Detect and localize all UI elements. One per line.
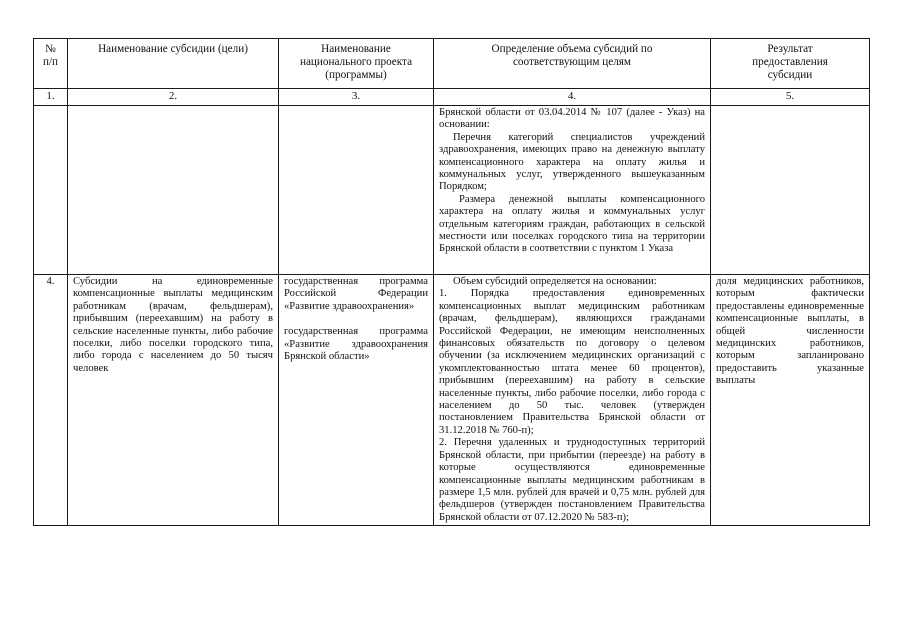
column-number-1: 1. [34,89,68,106]
header-volume-definition-text: Определение объема субсидий по соответствующим целям [491,43,653,68]
column-number-5: 5. [711,89,870,106]
row4-volume-item-2: 2. Перечня удаленных и труднодоступных территорий Брянской области, при прибытии (переезде) на работу в которые осуществляются единовременные компенсационные выплаты медицинским работникам в размере 1,5 млн. рублей для врачей и 0,75 млн. рублей для фельдшеров (утвержден постановлением Правительства Брянской области от 07.12.2020 № 583-п); [439,437,705,523]
continued-paragraph-1: Брянской области от 03.04.2014 № 107 (далее - Указ) на основании: [439,107,705,131]
row4-program-gap [284,313,428,326]
header-subsidy-name [68,39,279,89]
cell-row4-number: 4. [34,275,68,526]
header-national-project [279,39,434,89]
continued-paragraph-3: Размера денежной выплаты компенсационного характера на оплату жилья и коммунальных услуг отдельным категориям граждан, работающих в сельской местности или поселках городского типа на территории Брянской области в соответствии с пунктом 1 Указа [439,193,705,255]
row4-subsidy-name: Субсидии на единовременные компенсационные выплаты медицинским работникам (врачам, фельдшерам), прибывшим (переехавшим) на работу в сельские населенные пункты, либо рабочие поселки, либо поселки городского типа, либо города с населением до 50 тысяч человек [73,276,273,374]
row4-result-text: доля медицинских работников, которым фактически предоставлены единовременные компенсационные выплаты, в общей численности медицинских работников, которым запланировано предоставить указанные выплаты [716,276,864,387]
cell-row4-result [711,275,870,526]
column-number-row [34,89,870,106]
cell-row4-program [279,275,434,526]
header-result [711,39,870,89]
header-row [34,39,870,89]
table-row-4 [34,275,870,526]
row4-program-1: государственная программа Российской Федерации «Развитие здравоохранения» [284,276,428,312]
header-volume-definition [434,39,711,89]
column-number-3: 3. [279,89,434,106]
header-result-text: Результат предоставления субсидии [752,43,828,81]
cell-continued-volume [434,106,711,275]
cell-continued-subsidy [68,106,279,275]
row4-program-2: государственная программа «Развитие здравоохранения Брянской области» [284,326,428,363]
row4-volume-item-1: 1. Порядка предоставления единовременных компенсационных выплат медицинским работникам (врачам, фельдшерам), являющихся гражданами Российской Федерации, не имеющим неисполненных финансовых обязательств по договору о целевом обучении (за исключением медицинских организаций с укомплектованностью штата менее 60 процентов), прибывшим (переехавшим) на работу в сельские населенные пункты, либо рабочие поселки, либо города с населением до 50 тыс. человек (утвержден постановлением Правительства Брянской области от 31.12.2018 № 760-п); [439,288,705,436]
header-number [34,39,68,89]
column-number-2: 2. [68,89,279,106]
cell-row4-volume [434,275,711,526]
cell-row4-subsidy [68,275,279,526]
header-number-text: № п/п [42,43,59,68]
continued-paragraph-2: Перечня категорий специалистов учреждений здравоохранения, имеющих право на денежную выплату компенсационного характера на оплату жилья и коммунальных услуг, утвержденного вышеуказанным Порядком; [439,131,705,193]
table-row-continued [34,106,870,275]
cell-continued-number [34,106,68,275]
cell-continued-program [279,106,434,275]
subsidy-table [33,38,870,526]
row4-volume-intro: Объем субсидий определяется на основании: [453,276,657,287]
cell-continued-result [711,106,870,275]
header-national-project-text: Наименование национального проекта (программы) [299,43,413,81]
column-number-4: 4. [434,89,711,106]
header-subsidy-name-text: Наименование субсидии (цели) [98,43,248,55]
